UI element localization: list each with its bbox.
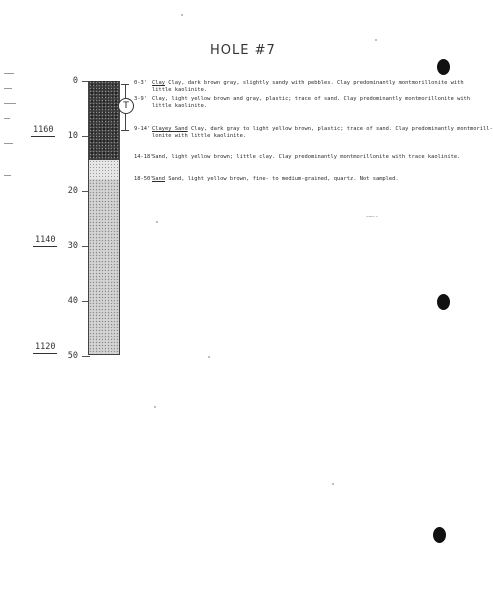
punch-hole	[433, 527, 446, 543]
sample-interval-tick	[121, 84, 129, 85]
elevation-label: 1160	[33, 125, 54, 135]
depth-label: 10	[67, 131, 78, 141]
depth-tick	[82, 356, 90, 357]
log-description: Sand, light yellow brown; little clay. Clay predominantly montmorillonite with trace kaolinite.	[152, 154, 461, 160]
sand-layer	[88, 179, 120, 355]
log-description: Clay, dark brown gray, slightly sandy with pebbles. Clay predominantly montmorillonite with	[168, 80, 464, 86]
elevation-underline	[31, 136, 55, 137]
depth-label: 0	[72, 76, 78, 86]
test-marker-icon: T	[118, 98, 134, 114]
speck	[181, 14, 183, 16]
margin-mark	[4, 103, 16, 104]
margin-mark	[4, 88, 12, 89]
log-entry	[134, 96, 471, 110]
log-depth: 0-3'	[134, 80, 147, 86]
log-unit-name: Clayey Sand	[152, 126, 188, 132]
depth-label: 50	[67, 351, 78, 361]
log-depth: 3-9'	[134, 96, 147, 102]
sand-clay-layer	[88, 160, 120, 179]
log-description-cont: little kaolinite.	[152, 86, 208, 93]
elevation-label: 1120	[35, 342, 56, 352]
speck	[375, 39, 377, 41]
depth-label: 20	[67, 186, 78, 196]
log-description: Clay, light yellow brown and gray, plastic; trace of sand. Clay predominantly montmorillonite with	[152, 96, 471, 102]
log-unit-name: Clay	[152, 80, 165, 86]
handwritten-mark: -~--	[365, 213, 378, 221]
elevation-underline	[33, 353, 57, 354]
punch-hole	[437, 294, 450, 310]
log-depth: 14-18'	[134, 154, 154, 160]
log-depth: 9-14'	[134, 126, 151, 132]
elevation-label: 1140	[35, 235, 56, 245]
elevation-underline	[33, 246, 57, 247]
depth-label: 30	[67, 241, 78, 251]
page-title: HOLE #7	[210, 43, 276, 58]
log-description-cont: lonite with little kaolinite.	[152, 132, 247, 139]
log-unit-name: Sand	[152, 176, 165, 182]
log-depth: 18-50'	[134, 176, 154, 182]
margin-mark	[4, 73, 14, 74]
speck	[154, 406, 156, 408]
speck	[208, 356, 210, 358]
margin-mark	[4, 118, 10, 119]
margin-mark	[4, 175, 11, 176]
log-entry	[134, 126, 493, 140]
log-description-cont: little kaolinite.	[152, 102, 208, 109]
log-description: Clay, dark gray to light yellow brown, plastic; trace of sand. Clay predominantly montmorill-	[190, 126, 493, 132]
log-entry	[134, 176, 444, 183]
depth-label: 40	[67, 296, 78, 306]
log-entry	[134, 80, 464, 94]
clay-layer	[88, 81, 120, 160]
speck	[332, 483, 334, 485]
punch-hole	[437, 59, 450, 75]
sample-interval-tick	[121, 130, 129, 131]
margin-mark	[4, 143, 13, 144]
log-entry	[134, 154, 461, 161]
log-description: Sand, light yellow brown, fine- to medium-grained, quartz. Not sampled.	[168, 176, 399, 182]
speck	[156, 221, 158, 223]
